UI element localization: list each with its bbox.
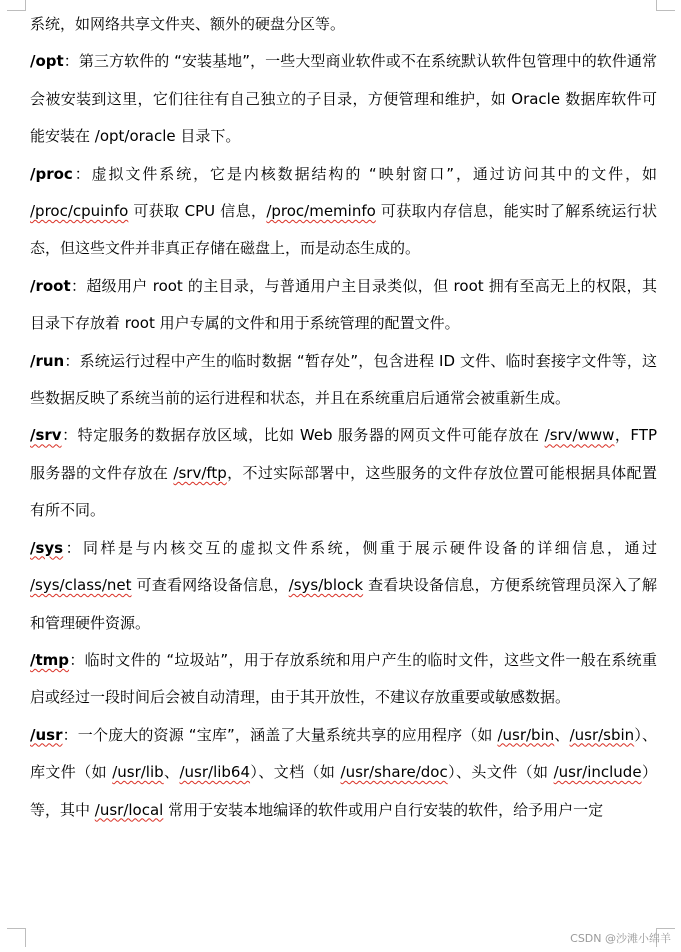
para-srv [30,417,657,529]
path-text: /srv/ftp [173,463,227,482]
directory-term: /tmp [30,650,70,669]
body-text: 系统，如网络共享文件夹、额外的硬盘分区等。 [30,15,346,33]
para-sys [30,530,657,642]
body-text: ：虚拟文件系统，它是内核数据结构的 “映射窗口”，通过访问其中的文件，如 [72,164,657,183]
body-text: ：系统运行过程中产生的临时数据 “暂存处”，包含进程 ID 文件、临时套接字文件等，这些数据反映了系统当前的运行进程和状态，并且在系统重启后通常会被重新生成。 [30,351,657,408]
directory-term: /srv [30,426,62,445]
body-text: ：同样是与内核交互的虚拟文件系统，侧重于展示硬件设备的详细信息，通过 [63,538,657,557]
path-text: /srv/www [544,426,615,445]
path-text: /usr/lib [112,763,164,782]
path-text: /usr/sbin [569,725,635,744]
body-text: ）、文档（如 [250,763,341,782]
para-proc [30,156,657,268]
path-text: /usr/share/doc [340,763,448,782]
para-run [30,343,657,418]
body-text: ）、头文件（如 [447,763,554,782]
body-text: 、 [163,763,180,782]
path-text: /proc/meminfo [266,202,376,221]
body-text: ：超级用户 root 的主目录，与普通用户主目录类似，但 root 拥有至高无上的权限，其目录下存放着 root 用户专属的文件和用于系统管理的配置文件。 [30,276,657,333]
path-text: /usr/lib64 [179,763,251,782]
body-text: ）、库文件（如 [30,725,657,782]
body-text: 可获取 CPU 信息， [128,202,267,221]
document-body [30,6,657,829]
watermark: CSDN @沙滩小绵羊 [570,932,671,945]
para-intro [30,6,657,43]
body-text: 、 [554,725,570,744]
crop-mark-top-left [7,0,26,11]
crop-mark-bottom-left [7,928,26,947]
body-text: ：特定服务的数据存放区域，比如 Web 服务器的网页文件可能存放在 [61,426,545,445]
path-text: /usr/local [94,800,164,819]
directory-term: /usr [30,725,63,744]
path-text: /sys/class/net [30,576,132,595]
body-text: 查看块设备信息，方便系统管理员深入了解和管理硬件资源。 [30,576,657,632]
body-text: 常用于安装本地编译的软件或用户自行安装的软件，给予用户一定 [163,800,604,819]
path-text: /sys/block [288,576,364,595]
path-text: /usr/include [553,763,642,782]
body-text: 可获取内存信息，能实时了解系统运行状态，但这些文件并非真正存储在磁盘上，而是动态生成的。 [30,202,657,258]
para-usr [30,717,657,829]
body-text: ，不过实际部署中，这些服务的文件存放位置可能根据具体配置有所不同。 [30,463,657,520]
directory-term: /sys [30,538,64,557]
para-root [30,268,657,343]
directory-term: /opt [30,52,64,71]
body-text: ：第三方软件的 “安装基地”，一些大型商业软件或不在系统默认软件包管理中的软件通常会被安装到这里，它们往往有自己独立的子目录，方便管理和维护，如 Oracle 数据库软件可能安装在 /opt/oracle 目录下。 [30,52,657,146]
para-tmp [30,642,657,717]
body-text: ：一个庞大的资源 “宝库”，涵盖了大量系统共享的应用程序（如 [62,725,498,744]
body-text: 可查看网络设备信息， [131,576,289,595]
directory-term: /run [30,351,65,370]
body-text: ）等，其中 [30,763,657,819]
path-text: /proc/cpuinfo [30,202,129,221]
directory-term: /root [30,276,71,295]
body-text: ：临时文件的 “垃圾站”，用于存放系统和用户产生的临时文件，这些文件一般在系统重启或经过一段时间后会被自动清理，由于其开放性，不建议存放重要或敏感数据。 [30,650,657,707]
para-opt [30,43,657,155]
path-text: /usr/bin [497,725,555,744]
crop-mark-top-right [656,0,675,11]
body-text: ，FTP 服务器的文件存放在 [30,426,657,482]
directory-term: /proc [30,164,73,183]
